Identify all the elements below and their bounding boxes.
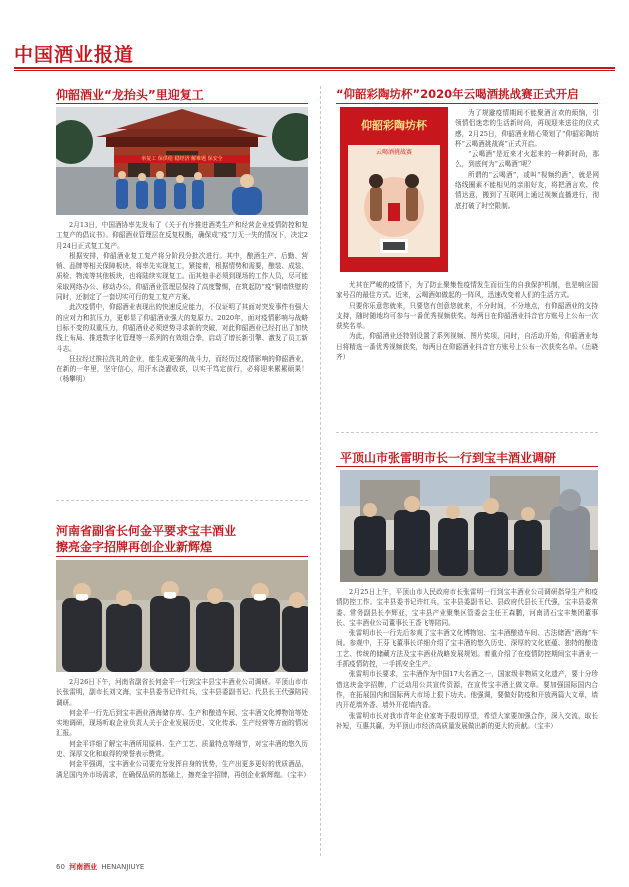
article3-title-line2: 擦亮金字招牌再创企业新辉煌 bbox=[56, 540, 213, 554]
article1-title-rule bbox=[56, 103, 308, 104]
paragraph: 为了规避疫情期间不能聚酒言欢的烦恼，引领情侣迷恋的生活新时尚，再现迎来送往的仪式感，2月25日，仰韶酒业精心策划了“仰韶彩陶坊杯”云喝酒挑战赛”正式开启。 bbox=[455, 109, 599, 148]
paragraph: 张雷明市长对我市青年企业家寄予殷切厚望，希望大家要加强合作，深入交流，取长补短，互惠共赢，为平顶山市经济高质量发展做出新的更大的贡献。（宝丰） bbox=[336, 711, 598, 730]
article2-body-wide bbox=[336, 280, 598, 362]
magazine-name-en: HENANJIUYE bbox=[101, 863, 145, 871]
article4-title: 平顶山市张雷明市长一行到宝丰酒业调研 bbox=[340, 451, 557, 465]
article2-poster-title: 仰韶彩陶坊杯 bbox=[361, 119, 427, 132]
section-divider bbox=[336, 432, 598, 433]
paragraph: 何金平详细了解宝丰酒所用原料、生产工艺、质量特点等细节，对宝丰酒的悠久历史、深厚文化和取得的荣誉表示赞赏。 bbox=[56, 739, 308, 759]
paragraph: “云喝酒”是近来才火起来的一种新时尚，那么，到底何为“云喝酒”呢？ bbox=[455, 150, 599, 169]
article2-body-narrow bbox=[455, 108, 599, 211]
article4-body bbox=[336, 587, 598, 731]
masthead-rule-thin bbox=[14, 70, 615, 71]
article1-title: 仰韶酒业“龙抬头”里迎复工 bbox=[56, 88, 204, 102]
masthead-title: 中国酒业报道 bbox=[14, 44, 135, 66]
column-divider bbox=[320, 86, 321, 856]
article2-poster bbox=[340, 107, 448, 272]
article3-title-rule bbox=[56, 556, 308, 557]
article2-poster-subtitle: 云喝酒挑战赛 bbox=[375, 149, 412, 156]
paragraph: 何金平强调，宝丰酒业公司要充分发挥自身的优势，生产出更多更好的优质酒品，满足国内外市场需求，在确保品质的基础上，擦亮金字招牌，再创企业新辉煌。（宝丰） bbox=[56, 760, 310, 779]
page-number: 60 bbox=[56, 863, 65, 871]
article4-title-rule bbox=[336, 466, 598, 467]
article4-photo bbox=[340, 470, 598, 582]
paragraph: 何金平一行先后到宝丰酒业酒海储存库、生产和酿造车间、宝丰酒文化博物馆等处实地调研，现场听取企业负责人关于企业发展历史、文化传承、生产经营等方面的情况汇报。 bbox=[56, 708, 308, 738]
page-footer bbox=[56, 862, 144, 872]
article1-body bbox=[56, 220, 308, 385]
paragraph: 2月25日上午，平顶山市人民政府市长张雷明一行到宝丰酒业公司调研指导生产和疫情防控工作。宝丰县委书记许红兵，宝丰县委副书记、县政府代县长王代强，宝丰县委常委、常务副县长李辉亚，宝丰县产业聚集区管委会主任王森鹏，河南清石宝丰集团董事长、宝丰酒业公司董事长王香飞等陪同。 bbox=[336, 588, 598, 627]
paragraph: 张雷明市长要求，宝丰酒作为中国17大名酒之一，国家级非物质文化遗产，要十分珍惜这块金字招牌，广泛动用公共宣传资源，在宣传宝丰酒上做文章。要加强国际国内合作，在拓展国内和国际两大市场上狠下功夫。他强调，要做好防疫和开放两篇大文章，墙内开花墙外香、墙外开花墙内香。 bbox=[336, 670, 598, 710]
paragraph: 2月13日，中国酒协率先发布了《关于有序推进酒类生产和经营企业疫情防控和复工复产的倡议书》。仰韶酒业管理层在反复权衡，确保成“疫”万无一失的情况下，决定2月24日正式复工复产。 bbox=[56, 221, 308, 250]
article3-photo bbox=[56, 560, 308, 672]
article2-title-rule bbox=[336, 103, 598, 104]
paragraph: 为此，仰韶酒业还特别设置了系列视频、图片奖项，同时，自活动开始，仰韶酒业每日将精选一番优秀视频获奖，每两日在仰韶酒业抖音官方账号上公布一次获奖名单。（岳晓齐） bbox=[336, 332, 598, 362]
paragraph: 只要你乐意您就来，只要您有创意您就来，不分时间，不分地点，有仰韶酒业的支持支持，随时随地均可参与一番优秀视频获奖。每两日在仰韶酒业抖音官方账号上公布一次获奖名单。 bbox=[336, 301, 598, 331]
masthead-rule bbox=[14, 67, 615, 69]
article3-body bbox=[56, 677, 308, 780]
article3-title-line1: 河南省副省长何金平要求宝丰酒业 bbox=[56, 524, 237, 538]
magazine-name-cn: 河南酒业 bbox=[69, 863, 98, 871]
paragraph: 此次疫情中，仰韶酒业表现出的快速反应能力，不仅证明了其面对突发事件有强大的应对力和抗压力，更彰显了仰韶酒业强大的复原力。2020年，面对疫情影响与战略目标不变的双重压力，仰韶酒业必须逆势寻求新的突破，对此仰韶酒业已经打出了加快线上布局、推进数字化管理等一系列的有效组合拳，启动了增长新引擎、激发了员工新斗志。 bbox=[56, 303, 308, 353]
paragraph: 根据安排，仰韶酒业复工复产将分阶段分批次进行。其中，酿酒生产、后勤、营销、品牌等相关保障板块，将率先实现复工，紧接着，根据情势和需要，酿装、成装、质检、物流等其他板块，也将陆续实现复工。而其他非必须到现场的工作人员，尽可能采取网络办公、移动办公。仰韶酒业管理层保持了高度警惕，在筑起防“疫”铜墙铁壁的同时，还制定了一套切实可行的复工复产方案。 bbox=[56, 251, 308, 302]
article1-photo bbox=[56, 107, 308, 215]
paragraph: 狂拉经过推拉洗礼的企业，能生成更强的战斗力，而经历过疫情影响的仰韶酒业，在新的一年里，坚守信心，用汗水浇灌收获，以实干笃定前行，必将迎来累累硕果！（杨攀明） bbox=[56, 354, 308, 384]
paragraph: 张雷明市长一行先后参观了宝丰酒文化博物馆、宝丰酒酿造车间、古法储酒“酒海”车间。参观中，王芬飞董事长详细介绍了宝丰酒的悠久历史、深厚的文化底蕴、独特的酿造工艺、传统的储藏方法及宝丰酒业战略发展规划。着重介绍了在疫情防控期间宝丰酒业一手抓疫情防控，一手抓安全生产。 bbox=[336, 629, 598, 669]
paragraph: 2月26日下午，河南省副省长何金平一行到宝丰县宝丰酒业公司调研。平顶山市市长张雷明，副市长刘文海，宝丰县委书记许红兵，宝丰县委副书记、代县长王代强陪同调研。 bbox=[56, 678, 308, 707]
article1-photo-banner: 举复工 保供给 稳经济 解难题 保安全 bbox=[141, 156, 223, 162]
paragraph: 尤其在严峻的疫情下，为了防止聚集性疫情发生而衍生的自我保护机制，也是响应国家号召的最佳方式。近来，云喝酒如做起的一阵风，迅速改变着人们的生活方式。 bbox=[336, 281, 598, 300]
section-divider bbox=[56, 500, 308, 501]
article2-title: “仰韶彩陶坊杯”2020年云喝酒挑战赛正式开启 bbox=[336, 87, 579, 101]
paragraph: 所谓的“云喝酒”，或叫“视频约酒”，就是网络线圈素不能相见的亲朋好友，将把酒言欢、传情达意，搬到了互联网上通过视频直播进行，彻底打破了时空限制。 bbox=[455, 170, 599, 210]
